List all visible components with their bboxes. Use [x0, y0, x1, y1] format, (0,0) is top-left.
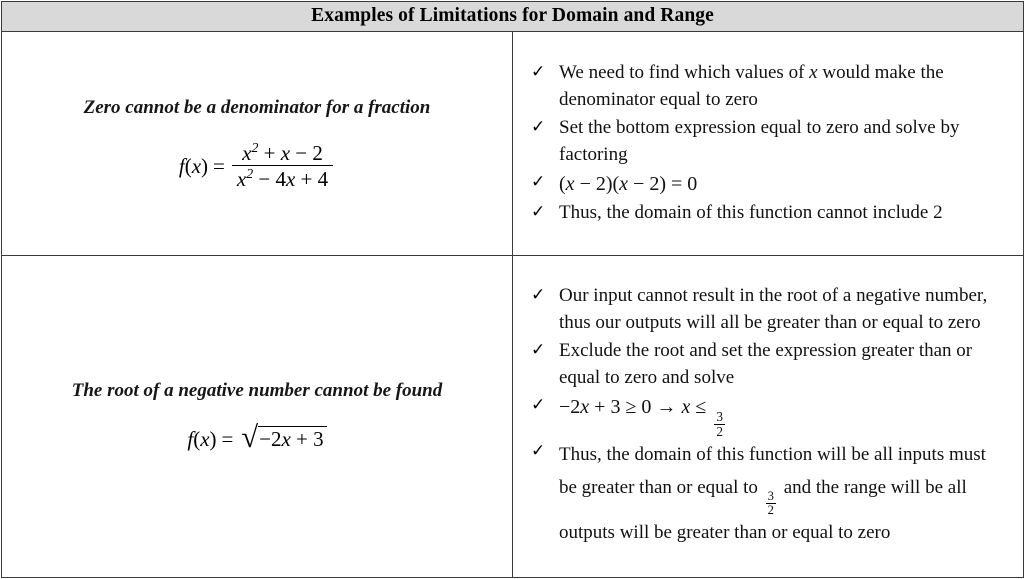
table-row — [2, 256, 1024, 578]
bullet-text: Our input cannot result in the root of a negative number, thus our outputs will all be greater than or equal to zero — [559, 285, 988, 334]
bullet-part-italic: x — [580, 396, 590, 419]
table-title-cell — [2, 2, 1024, 32]
bullet-part-italic: x — [681, 396, 691, 419]
den-var2: x — [285, 166, 296, 191]
check-icon: ✓ — [531, 441, 546, 462]
bullet-part: − 2)( — [574, 173, 620, 196]
formula-1-fraction — [232, 139, 333, 191]
formula-2-radical — [241, 420, 326, 455]
bullet-part: − 2) = 0 — [628, 173, 698, 196]
bullet-part: + 3 ≥ 0 → — [589, 396, 682, 419]
num-plus: + — [263, 140, 276, 165]
bullet-part-italic: x — [809, 62, 818, 84]
checklist-1 — [521, 60, 999, 226]
inline-frac-den: 2 — [716, 423, 723, 439]
inline-frac-num: 3 — [716, 409, 723, 425]
formula-2-equals: = — [221, 426, 234, 451]
bullet-part: and the range will be all outputs will be greater than or equal to zero — [559, 476, 967, 543]
formula-2-function: f — [187, 426, 194, 451]
list-item — [521, 283, 999, 337]
rad-var: x — [281, 427, 291, 452]
statement-text-1: Zero cannot be a denominator for a fraction — [83, 97, 431, 119]
list-item — [521, 115, 999, 169]
check-icon: ✓ — [531, 117, 546, 138]
formula-1-paren-close: ) — [201, 153, 209, 178]
bullet-text — [559, 60, 999, 114]
bullet-text — [559, 439, 999, 549]
den-const: 4 — [317, 166, 329, 191]
page-title: Examples of Limitations for Domain and Range — [311, 5, 714, 26]
rad-const: 3 — [313, 427, 324, 452]
num-exp1: 2 — [251, 139, 259, 155]
formula-1-denominator — [232, 165, 333, 190]
example-explanation-cell-1 — [513, 32, 1024, 256]
table-header-row — [2, 2, 1024, 32]
example-statement-cell-2 — [2, 256, 513, 578]
rad-coef: 2 — [270, 427, 282, 452]
den-coef: 4 — [275, 166, 286, 191]
document-sheet — [0, 1, 1024, 579]
formula-2 — [187, 420, 326, 455]
list-item — [521, 439, 999, 549]
list-item — [521, 338, 999, 392]
num-var1: x — [242, 140, 252, 165]
check-icon: ✓ — [531, 285, 546, 306]
table-row — [2, 32, 1024, 256]
radical-sign-icon: √ — [241, 420, 259, 455]
inline-frac-den: 2 — [767, 502, 774, 517]
statement-text-2: The root of a negative number cannot be found — [71, 379, 443, 401]
list-item — [521, 393, 999, 438]
bullet-part: We need to find which values of — [559, 62, 810, 84]
formula-2-paren-close: ) — [209, 426, 217, 451]
formula-1-numerator — [237, 139, 328, 165]
bullet-text — [559, 393, 999, 438]
formula-2-paren-open: ( — [193, 426, 201, 451]
bullet-part: ≤ — [690, 396, 712, 419]
bullet-text — [559, 170, 999, 198]
check-icon: ✓ — [531, 395, 546, 416]
check-icon: ✓ — [531, 201, 546, 222]
check-icon: ✓ — [531, 340, 546, 361]
list-item — [521, 60, 999, 114]
bullet-text: Thus, the domain of this function cannot include 2 — [559, 201, 943, 223]
inline-fraction — [714, 410, 725, 438]
num-minus: − — [295, 140, 308, 165]
formula-1-paren-open: ( — [184, 153, 192, 178]
limitations-table — [1, 1, 1024, 578]
list-item — [521, 200, 999, 227]
check-icon: ✓ — [531, 172, 546, 193]
list-item — [521, 170, 999, 198]
den-exp1: 2 — [246, 165, 254, 181]
formula-2-variable: x — [200, 426, 210, 451]
formula-1-variable: x — [191, 153, 202, 178]
formula-1-equals: = — [213, 153, 225, 178]
bullet-text: Exclude the root and set the expression greater than or equal to zero and solve — [559, 340, 973, 389]
rad-plus: + — [296, 427, 308, 452]
example-statement-cell-1 — [2, 32, 513, 256]
bullet-text: Set the bottom expression equal to zero and solve by factoring — [559, 117, 960, 166]
checklist-2 — [521, 283, 999, 549]
formula-1 — [178, 139, 335, 191]
bullet-part-italic: x — [565, 173, 575, 196]
bullet-part-italic: x — [619, 173, 629, 196]
num-var2: x — [280, 140, 291, 165]
rad-minus: − — [259, 427, 271, 452]
den-minus: − — [258, 166, 271, 191]
inline-fraction — [766, 490, 776, 517]
check-icon: ✓ — [531, 62, 546, 83]
formula-1-function: f — [178, 153, 185, 178]
example-explanation-cell-2 — [513, 256, 1024, 578]
bullet-part: Thus, the domain of this function will be all inputs must be greater than or equal to — [559, 444, 986, 498]
den-var1: x — [236, 166, 247, 191]
bullet-part: ( — [559, 173, 566, 196]
inline-frac-num: 3 — [767, 489, 774, 504]
bullet-part: would make the denominator equal to zero — [559, 62, 944, 111]
bullet-part: −2 — [559, 396, 581, 419]
num-const: 2 — [312, 140, 323, 165]
formula-2-radicand — [258, 426, 327, 453]
den-plus: + — [300, 166, 313, 191]
